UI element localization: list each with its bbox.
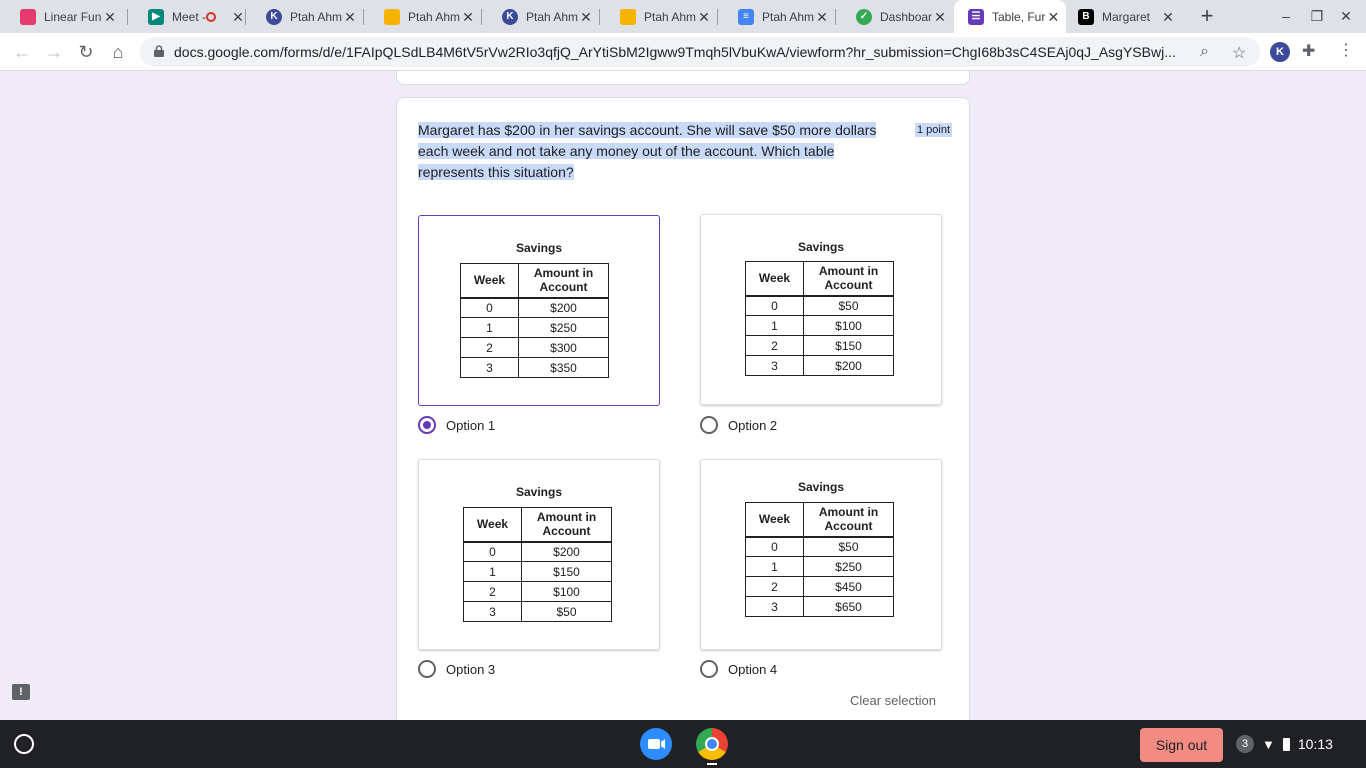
question-text: Margaret has $200 in her savings account. She will save $50 more dollars each week and not take any money out of the account. Which table represents this situation? — [418, 122, 877, 180]
table-cell: 2 — [461, 338, 519, 358]
restore-icon[interactable]: ❐ — [1310, 8, 1324, 24]
tab-ptah-1[interactable] — [246, 0, 364, 33]
table-cell: 3 — [461, 358, 519, 378]
meet-icon: ▶ — [148, 9, 164, 25]
savings-table — [745, 261, 894, 376]
table-cell: $150 — [522, 562, 612, 582]
table-cell: $650 — [804, 597, 894, 617]
table-cell: $50 — [804, 537, 894, 557]
table-cell: $100 — [522, 582, 612, 602]
option-2-image[interactable] — [700, 214, 942, 405]
col-header-amount: Amount in Account — [804, 503, 894, 537]
question-card — [396, 97, 970, 737]
forward-icon[interactable]: → — [45, 42, 63, 62]
khan-academy-icon: K — [266, 9, 282, 25]
recording-icon — [206, 12, 216, 22]
tab-title: Margaret — [1102, 9, 1151, 24]
table-cell: $350 — [519, 358, 609, 378]
option-2-radio[interactable] — [700, 416, 718, 434]
table-cell: 2 — [746, 336, 804, 356]
col-header-week: Week — [464, 508, 522, 542]
forms-icon: ☰ — [968, 9, 984, 25]
slides-icon — [620, 9, 636, 25]
savings-table — [460, 263, 609, 378]
tab-dashboard[interactable] — [836, 0, 954, 33]
savings-table — [745, 502, 894, 617]
option-3-image[interactable] — [418, 459, 660, 650]
minimize-icon[interactable]: – — [1282, 8, 1290, 24]
option-1-label: Option 1 — [446, 417, 496, 433]
khan-academy-icon: K — [502, 9, 518, 25]
table-cell: $450 — [804, 577, 894, 597]
option-4-label: Option 4 — [728, 661, 778, 677]
previous-question-card — [396, 71, 970, 85]
option-2-radio-row[interactable] — [700, 416, 777, 434]
table-cell: $100 — [804, 316, 894, 336]
option-3-radio[interactable] — [418, 660, 436, 678]
tab-title: Ptah Ahm — [762, 9, 815, 24]
table-cell: 1 — [461, 318, 519, 338]
chrome-app-icon[interactable] — [696, 728, 728, 760]
sign-out-button[interactable]: Sign out — [1140, 728, 1223, 762]
tab-margaret[interactable] — [1066, 0, 1184, 33]
table-cell: 1 — [746, 557, 804, 577]
table-title: Savings — [515, 241, 563, 255]
col-header-week: Week — [461, 264, 519, 298]
new-tab-icon[interactable]: + — [1200, 3, 1214, 28]
close-icon[interactable]: ✕ — [698, 8, 710, 25]
close-icon[interactable]: ✕ — [104, 8, 116, 25]
option-2-label: Option 2 — [728, 417, 778, 433]
table-cell: 2 — [746, 577, 804, 597]
url-text: docs.google.com/forms/d/e/1FAIpQLSdLB4M6tV5rVw2RIo3qfjQ_ArYtiSbM2Igww9Tmqh5lVbuKwA/viewform?hr_submission=ChgI68b3sC4SEAj0qJ_AsgYSBwj... — [174, 44, 1176, 60]
tab-ptah-5[interactable] — [718, 0, 836, 33]
col-header-amount: Amount in Account — [519, 264, 609, 298]
tab-meet[interactable] — [128, 0, 246, 33]
table-cell: 0 — [746, 296, 804, 316]
brainly-icon: B — [1078, 9, 1094, 25]
col-header-week: Week — [746, 262, 804, 296]
address-bar[interactable] — [140, 37, 1260, 67]
option-3-label: Option 3 — [446, 661, 496, 677]
os-shelf — [0, 720, 1366, 768]
option-1-radio[interactable] — [418, 416, 436, 434]
table-cell: $200 — [522, 542, 612, 562]
close-icon[interactable]: ✕ — [1162, 8, 1174, 25]
tab-title: Ptah Ahm — [644, 9, 697, 24]
table-cell: 1 — [464, 562, 522, 582]
docs-icon: ≡ — [738, 9, 754, 25]
notification-count: 3 — [1236, 735, 1254, 753]
col-header-week: Week — [746, 503, 804, 537]
option-4-radio-row[interactable] — [700, 660, 777, 678]
table-cell: $200 — [804, 356, 894, 376]
tab-table-functions[interactable] — [954, 0, 1066, 33]
option-3-radio-row[interactable] — [418, 660, 495, 678]
zoom-icon[interactable]: ⌕ — [1200, 43, 1209, 60]
clear-selection-button[interactable]: Clear selection — [850, 693, 936, 708]
close-icon[interactable]: ✕ — [580, 8, 592, 25]
option-1-radio-row[interactable] — [418, 416, 495, 434]
table-cell: 0 — [461, 298, 519, 318]
extensions-puzzle-icon[interactable]: ✚ — [1302, 43, 1316, 60]
table-cell: $50 — [804, 296, 894, 316]
tab-ptah-4[interactable] — [600, 0, 718, 33]
slides-icon — [384, 9, 400, 25]
tab-title: Table, Fur — [992, 9, 1046, 24]
bookmark-star-icon[interactable]: ☆ — [1232, 45, 1247, 62]
table-cell: $200 — [519, 298, 609, 318]
tab-title: Dashboar — [880, 9, 933, 24]
tab-title: Ptah Ahm — [290, 9, 343, 24]
table-cell: $250 — [804, 557, 894, 577]
table-cell: 2 — [464, 582, 522, 602]
clock-time: 10:13 — [1297, 736, 1333, 752]
reload-icon[interactable]: ↻ — [78, 42, 94, 62]
zoom-app-icon[interactable] — [640, 728, 672, 760]
close-window-icon[interactable]: ✕ — [1340, 8, 1352, 24]
browser-toolbar — [0, 33, 1366, 71]
lock-icon — [154, 45, 164, 57]
wifi-icon: ▼ — [1262, 736, 1275, 752]
option-4-image[interactable] — [700, 459, 942, 650]
close-icon[interactable]: ✕ — [344, 8, 356, 25]
table-cell: 3 — [746, 597, 804, 617]
table-cell: $50 — [522, 602, 612, 622]
tab-ptah-2[interactable] — [364, 0, 482, 33]
table-title: Savings — [797, 480, 845, 494]
tab-title: Meet - — [172, 9, 207, 24]
table-title: Savings — [515, 485, 563, 499]
extension-k-icon[interactable]: K — [1270, 42, 1290, 62]
dashboard-icon: ✓ — [856, 9, 872, 25]
battery-icon — [1283, 738, 1290, 751]
tab-title: Ptah Ahm — [408, 9, 461, 24]
table-cell: 1 — [746, 316, 804, 336]
feedback-icon[interactable]: ! — [12, 684, 30, 700]
close-icon[interactable]: ✕ — [462, 8, 474, 25]
table-cell: 3 — [464, 602, 522, 622]
tab-title: Ptah Ahm — [526, 9, 579, 24]
menu-kebab-icon[interactable]: ⋮ — [1338, 42, 1354, 59]
close-icon[interactable]: ✕ — [232, 8, 244, 25]
table-title: Savings — [797, 240, 845, 254]
tab-favicon-icon — [20, 9, 36, 25]
launcher-icon[interactable] — [14, 734, 34, 754]
tab-title: Linear Fun — [44, 9, 102, 24]
tab-strip — [0, 0, 1366, 33]
back-icon[interactable]: ← — [13, 42, 31, 62]
table-cell: $250 — [519, 318, 609, 338]
tab-ptah-3[interactable] — [482, 0, 600, 33]
points-label: 1 point — [917, 124, 951, 136]
col-header-amount: Amount in Account — [804, 262, 894, 296]
option-1-image[interactable] — [418, 215, 660, 406]
savings-table — [463, 507, 612, 622]
table-cell: 0 — [746, 537, 804, 557]
option-4-radio[interactable] — [700, 660, 718, 678]
table-cell: 0 — [464, 542, 522, 562]
close-icon[interactable]: ✕ — [816, 8, 828, 25]
close-icon[interactable]: ✕ — [934, 8, 946, 25]
tab-linear-functions[interactable] — [0, 0, 126, 33]
status-tray[interactable] — [1236, 730, 1333, 758]
close-icon[interactable]: ✕ — [1047, 8, 1060, 25]
active-app-indicator — [707, 763, 717, 765]
col-header-amount: Amount in Account — [522, 508, 612, 542]
table-cell: 3 — [746, 356, 804, 376]
table-cell: $150 — [804, 336, 894, 356]
table-cell: $300 — [519, 338, 609, 358]
home-icon[interactable]: ⌂ — [112, 42, 124, 62]
